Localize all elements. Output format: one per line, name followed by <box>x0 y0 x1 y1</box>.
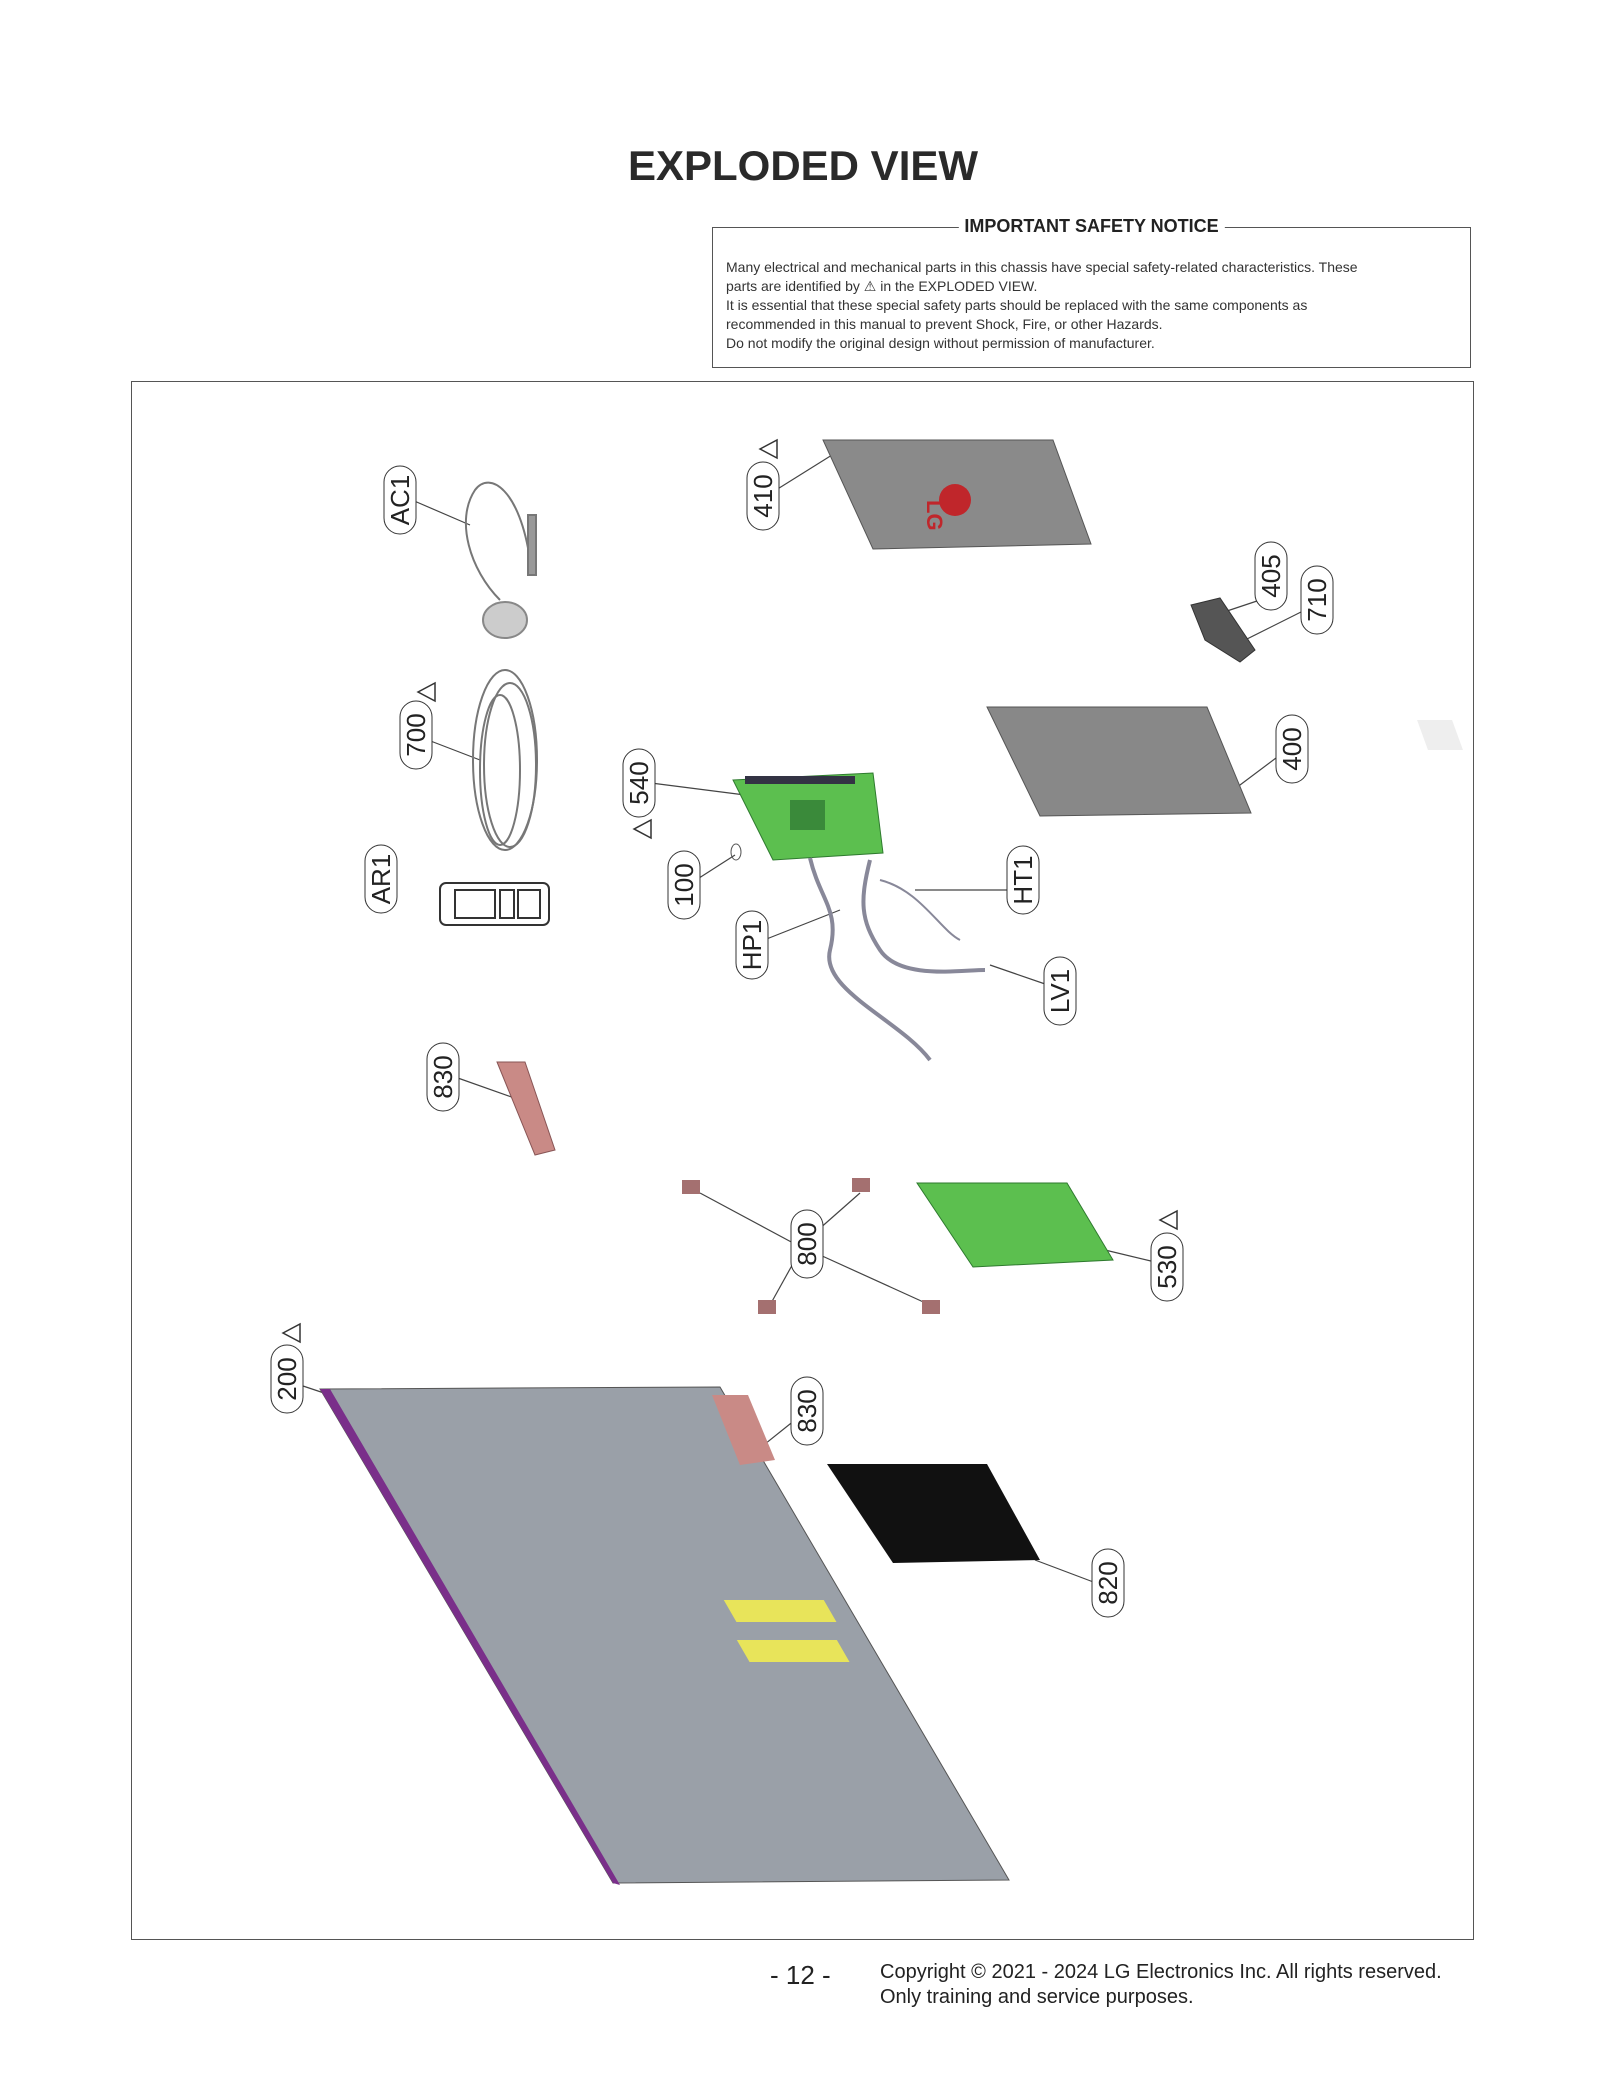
label-100 <box>668 851 700 919</box>
svg-text:830: 830 <box>792 1389 822 1433</box>
warning-triangle-icon <box>418 683 435 701</box>
warning-triangle-icon <box>760 440 777 458</box>
main-board-540 <box>733 773 883 860</box>
purpose-text: Only training and service purposes. <box>880 1986 1194 2008</box>
label-lv1 <box>1044 957 1076 1025</box>
label-ht1 <box>1007 846 1039 914</box>
adapter-ac1 <box>466 483 536 638</box>
page-number: - 12 - <box>770 1960 831 1990</box>
remote-ar1 <box>440 883 549 925</box>
notice-line-part: parts are identified by <box>726 278 860 294</box>
cable-hp1 <box>810 858 930 1060</box>
notice-line: It is essential that these special safety parts should be replaced with the same components as <box>726 297 1308 313</box>
cables <box>810 858 985 1060</box>
svg-text:AR1: AR1 <box>366 853 396 905</box>
cable-ht1 <box>880 880 960 940</box>
back-cover-410 <box>823 440 1091 549</box>
safety-notice-heading: IMPORTANT SAFETY NOTICE <box>958 216 1224 237</box>
svg-text:400: 400 <box>1277 727 1307 771</box>
svg-text:540: 540 <box>624 761 654 805</box>
sheet-820 <box>827 1464 1040 1563</box>
cover-400 <box>987 707 1463 816</box>
svg-text:LV1: LV1 <box>1045 968 1075 1014</box>
label-800 <box>791 1210 823 1278</box>
label-830b <box>791 1377 823 1445</box>
svg-text:410: 410 <box>748 474 778 518</box>
label-700 <box>400 701 432 769</box>
svg-text:800: 800 <box>792 1222 822 1266</box>
svg-text:820: 820 <box>1093 1561 1123 1605</box>
part-100 <box>731 844 741 860</box>
label-200 <box>271 1345 303 1413</box>
svg-text:530: 530 <box>1152 1245 1182 1289</box>
svg-text:HT1: HT1 <box>1008 855 1038 905</box>
panel-200 <box>320 1387 1009 1885</box>
notice-line-part: in the EXPLODED VIEW. <box>880 278 1038 294</box>
label-540 <box>623 749 655 817</box>
cable-lv1 <box>863 860 985 972</box>
copyright-footer <box>880 1960 1442 2010</box>
notice-line: Do not modify the original design without permission of manufacturer. <box>726 335 1155 351</box>
label-405 <box>1255 542 1287 610</box>
label-830a <box>427 1043 459 1111</box>
bracket-405 <box>1191 598 1255 662</box>
svg-text:830: 830 <box>428 1055 458 1099</box>
notice-line: Many electrical and mechanical parts in this chassis have special safety-related characteristics. These <box>726 259 1358 275</box>
warning-triangle-icon <box>283 1324 300 1342</box>
svg-text:700: 700 <box>401 713 431 757</box>
label-410 <box>747 462 779 530</box>
warning-triangle-icon <box>634 820 651 838</box>
label-ar1 <box>365 845 397 913</box>
svg-text:100: 100 <box>669 863 699 907</box>
svg-text:HP1: HP1 <box>737 919 767 971</box>
warning-triangle-icon: ⚠ <box>863 278 877 294</box>
svg-text:AC1: AC1 <box>385 474 415 526</box>
label-530 <box>1151 1233 1183 1301</box>
label-ac1 <box>384 466 416 534</box>
label-820 <box>1092 1549 1124 1617</box>
lg-logo-text: LG <box>922 500 947 531</box>
warning-triangle-icon <box>1160 1211 1177 1229</box>
svg-text:405: 405 <box>1256 554 1286 598</box>
label-hp1 <box>736 911 768 979</box>
label-400 <box>1276 715 1308 783</box>
page-title: EXPLODED VIEW <box>627 142 979 189</box>
notice-line: recommended in this manual to prevent Shock, Fire, or other Hazards. <box>726 316 1163 332</box>
svg-text:710: 710 <box>1302 578 1332 622</box>
power-board-530 <box>917 1183 1113 1267</box>
bracket-830 <box>497 1062 555 1155</box>
copyright-text: Copyright © 2021 - 2024 LG Electronics Inc. All rights reserved. <box>880 1961 1442 1983</box>
power-cord-700 <box>473 670 537 850</box>
label-710 <box>1301 566 1333 634</box>
svg-text:200: 200 <box>272 1357 302 1401</box>
